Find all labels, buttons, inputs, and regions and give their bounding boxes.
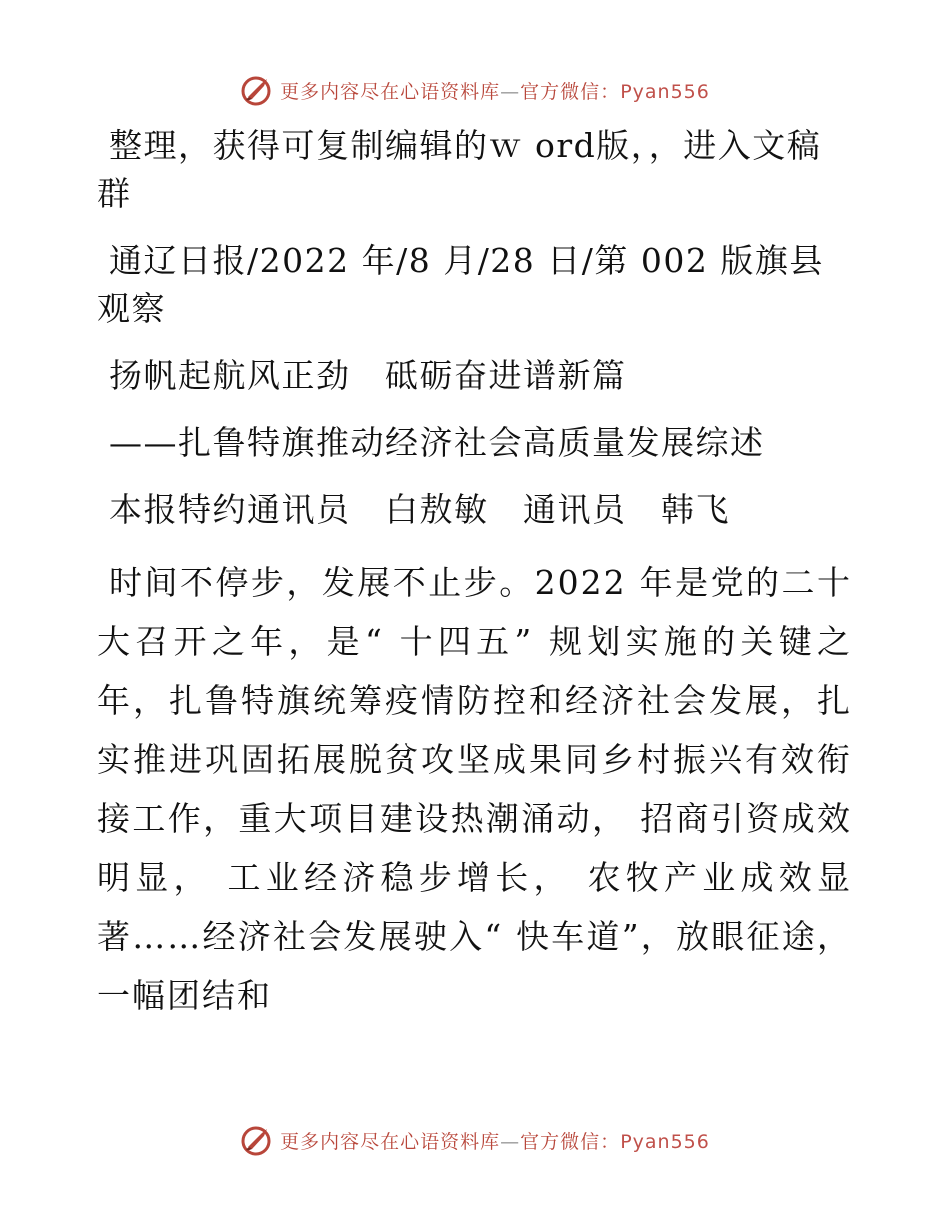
document-body [97, 122, 852, 1025]
article-paragraph: 时间不停步，发展不止步。2022 年是党的二十大召开之年，是“ 十四五” 规划实施的关键之年，扎鲁特旗统筹疫情防控和经济社会发展，扎实推进巩固拓展脱贫攻坚成果同乡村振兴有效衔接工作，重大项目建设热潮涌动， 招商引资成效明显， 工业经济稳步增长， 农牧产业成效显著……经济社会发展驶入“ 快车道”，放眼征途，一幅团结和 [97, 563, 852, 1015]
brush-pen-logo-icon [240, 73, 274, 107]
watermark-top [0, 70, 950, 110]
intro-note: 整理，获得可复制编辑的ｗ ord版，，进入文稿群 [97, 126, 822, 213]
source-line: 通辽日报/2022 年/8 月/28 日/第 002 版旗县观察 [97, 241, 824, 328]
subheadline: ——扎鲁特旗推动经济社会高质量发展综述 [109, 423, 765, 462]
watermark-bottom [0, 1120, 950, 1160]
byline: 本报特约通讯员 白敖敏 通讯员 韩飞 [109, 490, 730, 529]
watermark-text: 更多内容尽在心语资料库—官方微信：Pyan556 [280, 80, 710, 103]
headline: 扬帆起航风正劲 砥砺奋进谱新篇 [109, 356, 627, 395]
brush-pen-logo-icon [240, 1123, 274, 1157]
watermark-text: 更多内容尽在心语资料库—官方微信：Pyan556 [280, 1130, 710, 1153]
